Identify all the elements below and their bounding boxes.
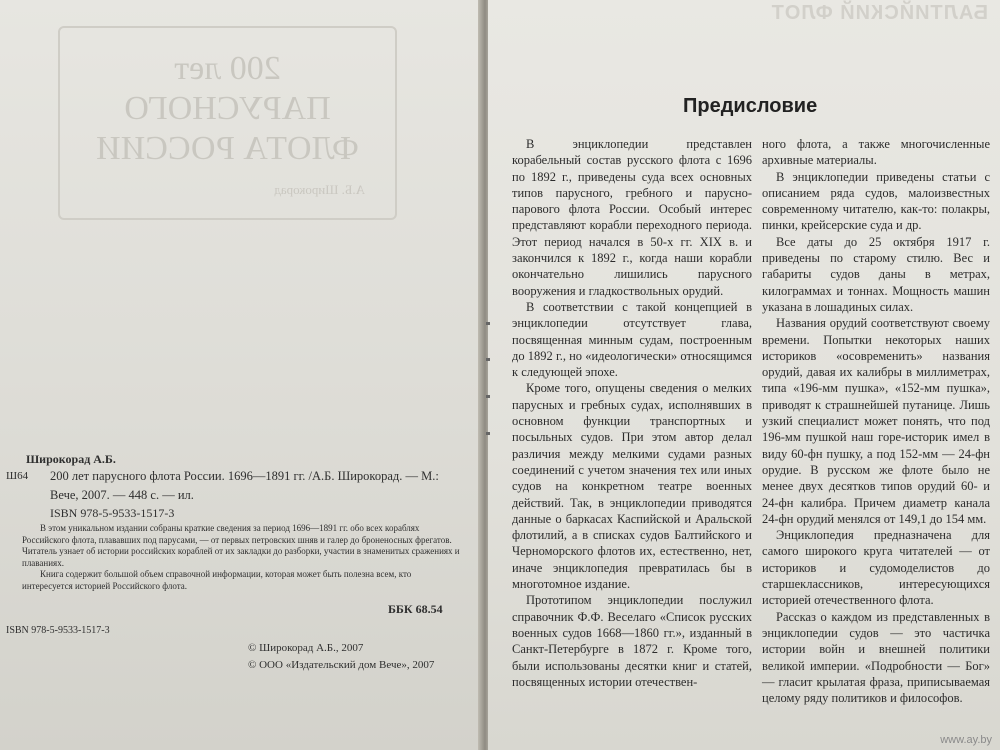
copyright-block	[248, 640, 434, 674]
catalog-isbn: ISBN 978-5-9533-1517-3	[50, 506, 175, 520]
bleed-heading: БАЛТИЙСКИЙ ФЛОТ	[770, 2, 988, 24]
isbn-bottom: ISBN 978-5-9533-1517-3	[6, 625, 110, 636]
catalog-udc: Ш64	[6, 470, 29, 482]
preface-paragraph: Рассказ о каждом из представленных в энциклопедии судов — это частичка истории войн и внешней политики великой империи. «Подробности — Бог» — гласит крылатая фраза, приписываемая целому ряду политиков и философов.	[762, 609, 990, 706]
preface-left-column	[512, 136, 752, 690]
preface-paragraph: ного флота, а также многочисленные архивные материалы.	[762, 137, 990, 168]
abstract-paragraph: В этом уникальном издании собраны краткие сведения за период 1696—1891 гг. обо всех кораблях Российского флота, плававших под парусами, — от первых петровских шняв и галер до броненосных фрегатов. Читатель узнает об истории российских кораблей от их закладки до разборки, участии в знаменитых сражениях и плаваниях.	[22, 523, 460, 568]
catalog-bbk: ББК 68.54	[388, 602, 443, 616]
preface-paragraph: Энциклопедия предназначена для самого широкого круга читателей — от историков и судомоделистов до старшеклассников, интересующихся историей отечественного флота.	[762, 528, 990, 608]
copyright-line: © ООО «Издательский дом Вече», 2007	[248, 659, 435, 671]
binding-hole	[486, 322, 490, 325]
preface-paragraph: Прототипом энциклопедии послужил справочник Ф.Ф. Веселаго «Список русских военных судов 1668—1860 гг.», изданный в Санкт-Петербурге в 1872 г. Кроме того, были использованы десятки книг и статей, посвященных истории отечествен-	[512, 593, 752, 689]
left-page	[0, 0, 483, 750]
preface-title: Предисловие	[683, 95, 818, 117]
binding-hole	[486, 358, 490, 361]
preface-right-column	[762, 136, 990, 706]
copyright-line: © Широкорад А.Б., 2007	[248, 642, 364, 654]
binding-hole	[486, 432, 490, 435]
catalog-author: Широкорад А.Б.	[26, 452, 116, 466]
preface-paragraph: В энциклопедии приведены статьи с описанием ряда судов, малоизвестных современному читателю, как-то: полакры, пинки, крейсерские суда и др.	[762, 169, 990, 233]
bleed-through-cover	[58, 26, 397, 220]
catalog-abstract	[22, 523, 462, 592]
bleed-title-line: 200 лет	[174, 50, 281, 87]
preface-paragraph: Кроме того, опущены сведения о мелких парусных и гребных судах, исполнявших в основном функции транспортных и посыльных судов. При этом автор делал различия между мелкими судами разных соединений с учетом значения тех или иных судов на конкретном театре военных действий. Так, в энциклопедии приводятся данные о баркасах Каспийской и Аральской флотилий, а в списках судов Балтийского и Черноморского флотов их, естественно, нет, иначе энциклопедия превратилась бы в многотомное издание.	[512, 381, 752, 592]
preface-paragraph: В энциклопедии представлен корабельный состав русского флота с 1696 по 1892 г., приведены суда всех основных типов парусного, гребного и парусно-парового флота России. Особый интерес представляют корабли переходного периода. Этот период начался в 50-х гг. XIX в. и закончился к 1892 г., когда наши корабли окончательно лишились парусного вооружения и гладкоствольных орудий.	[512, 137, 752, 298]
preface-paragraph: Названия орудий соответствуют своему времени. Попытки некоторых наших историков «осовременить» названия орудий, давая их калибры в миллиметрах, типа «196-мм пушка», «152-мм пушка», приводят к страшнейшей путанице. Лишь узкий специалист может понять, что под 196-мм пушкой наш горе-историк имел в виду 60-фн пушку, а под 152-мм — 24-фн орудие. В русском же флоте было не менее двух десятков типов орудий 60- и 24-фн калибра. Причем диаметр канала 24-фн орудий менялся от 149,1 до 154 мм.	[762, 316, 990, 526]
abstract-paragraph: Книга содержит большой объем справочной информации, которая может быть полезна всем, кто интересуется историей Российского флота.	[22, 569, 412, 591]
site-watermark: www.ay.by	[940, 734, 992, 746]
bleed-author: А.Б. Широкорад	[274, 182, 365, 197]
bleed-title-line: ПАРУСНОГО	[124, 90, 331, 127]
bleed-title-line: ФЛОТА РОССИИ	[96, 130, 359, 167]
preface-paragraph: Все даты до 25 октября 1917 г. приведены по старому стилю. Вес и габариты судов даны в метрах, килограммах и тоннах. Мощность машин указана в лошадиных силах.	[762, 234, 990, 314]
preface-paragraph: В соответствии с такой концепцией в энциклопедии отсутствует глава, посвященная минным судам, построенным до 1892 г., но «идеологически» относящимся к следующей эпохе.	[512, 299, 752, 380]
catalog-description: 200 лет парусного флота России. 1696—1891 гг. /А.Б. Широкорад. — М.: Вече, 2007. — 448 с. — ил.	[50, 469, 439, 502]
bleed-through-text	[518, 0, 988, 95]
binding-hole	[486, 395, 490, 398]
